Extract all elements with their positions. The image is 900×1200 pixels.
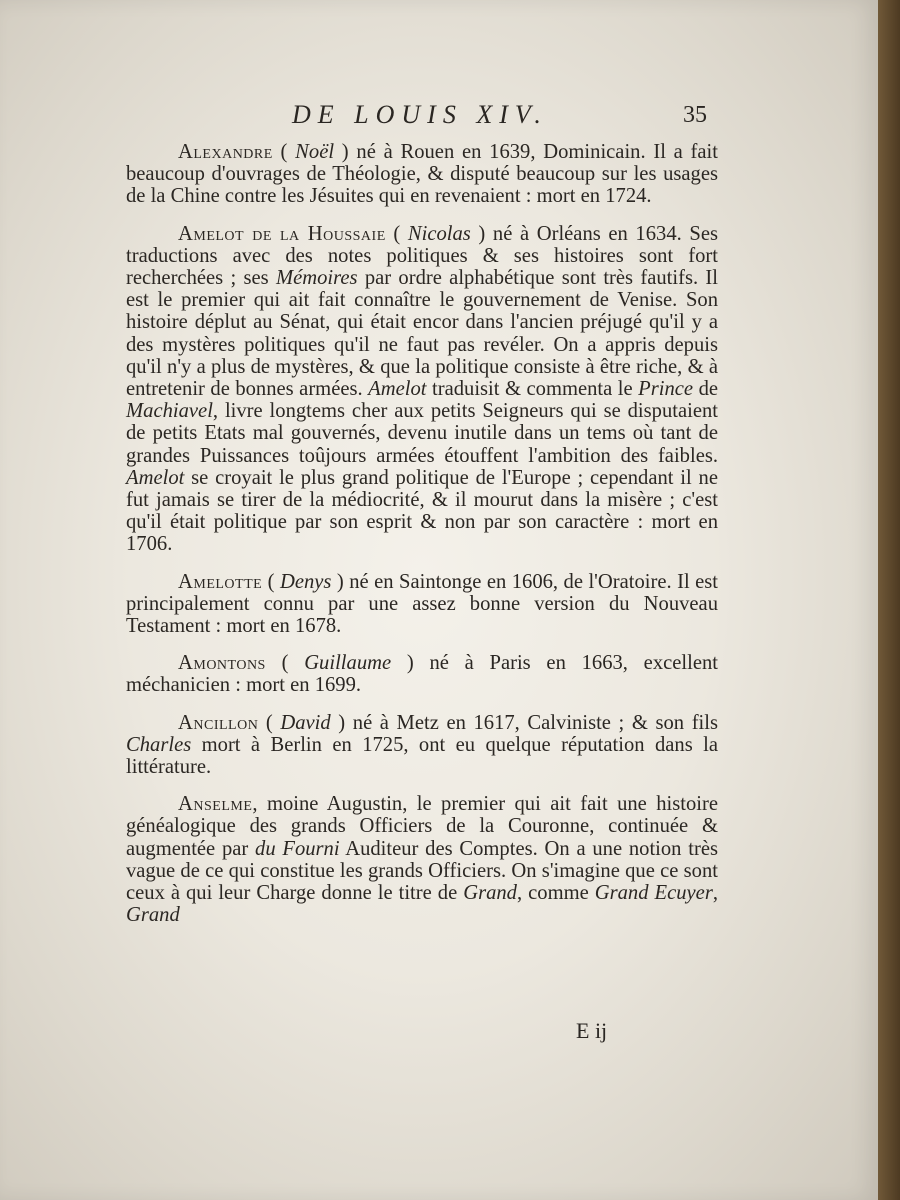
- entry-text: par ordre alphabétique sont très fautifs. Il est le premier qui ait fait connaître le gouvernement de Venise. Son histoire déplut au Sénat, qui était encor dans l'ancien préjugé qu'il y a des mystères politiques qu'il ne faut pas revéler. On a appris depuis qu'il n'y a plus de mystères, & que la politique consiste à être riche, & à entretenir de bonnes armées.: [126, 267, 718, 401]
- entry-anselme: [126, 793, 718, 926]
- entry-italic: Machiavel: [126, 400, 213, 423]
- entry-text: de: [693, 378, 719, 401]
- entry-text: né à Paris en 1663, excellent méchanicien : mort en 1699.: [126, 652, 718, 697]
- entry-text: né à Metz en 1617, Calviniste ; & son fils: [345, 711, 719, 734]
- entry-text: , comme: [516, 882, 595, 905]
- entry-headword: Alexandre: [178, 141, 273, 163]
- entry-text: né en Saintonge en 1606, de l'Oratoire. Il est principalement connu par une assez bonne version du Nouveau Testament : mort en 1678.: [126, 570, 719, 638]
- entry-text: né à Rouen en 1639, Dominicain. Il a fait beaucoup d'ouvrages de Théologie, & disputé beaucoup sur les usages de la Chine contre les Jésuites qui en revenaient : mort en 1724.: [126, 141, 718, 208]
- entry-text: Auditeur des Comptes. On a une notion très vague de ce qui constitue les grands Officiers. On s'imagine que ce sont ceux à qui leur Charge donne le titre de: [126, 837, 718, 905]
- entry-amontons: Amontons ( Guillaume ) né à Paris en 1663, excellent méchanicien : mort en 1699.: [126, 652, 718, 697]
- entry-italic: Mémoires: [275, 267, 358, 290]
- entry-given-name: Denys: [279, 570, 332, 593]
- entry-text: se croyait le plus grand politique de l'Europe ; cependant il ne fut jamais se tirer de la médiocrité, & il mourut dans la misère ; c'est qu'il était politique par son esprit & non par son caractère : mort en 1706.: [126, 466, 718, 556]
- running-head: DE LOUIS XIV.: [292, 100, 548, 129]
- entry-given-name: David: [280, 711, 331, 734]
- entry-italic: Amelot: [368, 378, 427, 401]
- entry-headword: Amelotte: [178, 570, 263, 593]
- entry-text: ,: [712, 882, 718, 905]
- entry-italic: Grand: [463, 882, 517, 905]
- entry-amelotte: Amelotte ( Denys ) né en Saintonge en 1606, de l'Oratoire. Il est principalement connu par une assez bonne version du Nouveau Testament : mort en 1678.: [126, 570, 719, 638]
- entry-amelot: Amelot de la Houssaie ( Nicolas ) né à Orléans en 1634. Ses traductions avec des notes politiques & ses histoires sont fort recherchées ; ses Mémoires par ordre alphabétique sont très fautifs. Il est le premier qui ait fait connaître le gouvernement de Venise. Son histoire déplut au Sénat, qui était encor dans l'ancien préjugé qu'il y a des mystères politiques qu'il ne faut pas revéler. On a appris depuis qu'il n'y a plus de mystères, & que la politique consiste à être riche, & à entretenir de bonnes armées. Amelot traduisit & commenta le Prince de Machiavel, livre longtems cher aux petits Seigneurs qui se disputaient de petits Etats mal gouvernés, devenu inutile dans un tems où tant de grandes Puissances toûjours armées étouffent l'ambition des faibles. Amelot se croyait le plus grand politique de l'Europe ; cependant il ne fut jamais se tirer de la médiocrité, & il mourut dans la misère ; c'est qu'il était politique par son esprit & non par son caractère : mort en 1706.: [126, 222, 719, 556]
- entry-ancillon: Ancillon ( David ) né à Metz en 1617, Calviniste ; & son fils Charles mort à Berlin en 1725, ont eu quelque réputation dans la littérature.: [126, 711, 719, 779]
- entry-headword: Amelot de la Houssaie: [178, 222, 386, 245]
- entry-given-name: Nicolas: [407, 222, 471, 245]
- entry-italic: Amelot: [126, 466, 185, 489]
- entry-text: traduisit & commenta le: [426, 378, 639, 401]
- entry-italic: Prince: [638, 378, 694, 401]
- entry-headword: Anselme: [178, 793, 253, 816]
- entry-alexandre: Alexandre ( Noël ) né à Rouen en 1639, Dominicain. Il a fait beaucoup d'ouvrages de Théologie, & disputé beaucoup sur les usages de la Chine contre les Jésuites qui en revenaient : mort en 1724.: [126, 141, 718, 208]
- entry-text: , moine Augustin, le premier qui ait fait une histoire généalogique des grands Officiers de la Couronne, continuée & augmentée par: [126, 793, 718, 860]
- entry-given-name: Noël: [295, 141, 335, 163]
- text-block: [126, 141, 718, 942]
- entry-given-name: Guillaume: [304, 652, 392, 675]
- entry-italic: Charles: [126, 733, 192, 756]
- entry-text: , livre longtems cher aux petits Seigneurs qui se disputaient de petits Etats mal gouvernés, devenu inutile dans un tems où tant de grandes Puissances toûjours armées étouffent l'ambition des faibles.: [126, 400, 718, 467]
- entry-italic: du Fourni: [255, 837, 340, 860]
- entry-italic: Grand: [126, 904, 180, 927]
- signature-mark: E ij: [576, 1018, 608, 1043]
- entry-text: mort à Berlin en 1725, ont eu quelque réputation dans la littérature.: [126, 733, 718, 779]
- entry-text: né à Orléans en 1634. Ses traductions avec des notes politiques & ses histoires sont fort recherchées ; ses: [126, 222, 718, 290]
- entry-italic: Grand Ecuyer: [594, 882, 713, 905]
- entry-headword: Ancillon: [178, 711, 259, 734]
- entry-headword: Amontons: [178, 652, 266, 675]
- page-number: 35: [683, 102, 707, 128]
